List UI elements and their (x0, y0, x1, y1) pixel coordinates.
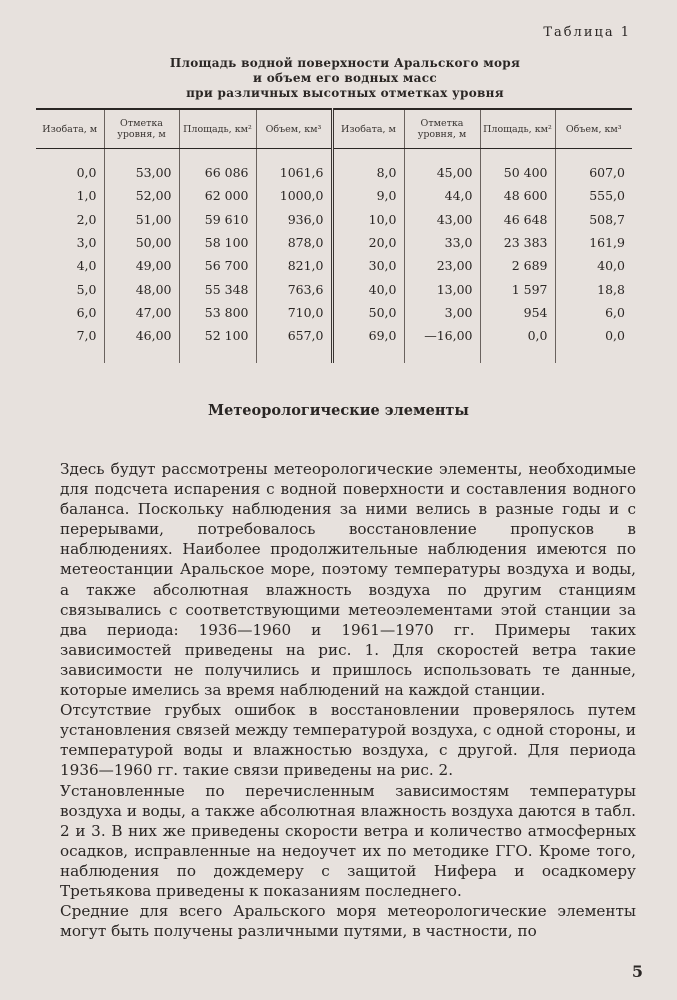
table-cell: 51,00 (104, 208, 179, 231)
table-cell: 56 700 (179, 254, 256, 277)
header-volume-2: Объем, км³ (555, 109, 632, 149)
table-cell: 954 (480, 301, 555, 324)
table-cell: 0,0 (76, 165, 97, 181)
table-cell: 1000,0 (256, 184, 332, 207)
table-cell: 53 800 (179, 301, 256, 324)
table-cell: 1061,6 (256, 149, 332, 185)
table-cell: 59 610 (179, 208, 256, 231)
paragraph-3: Установленные по перечисленным зависимостям температуры воздуха и воды, а также абсолютная влажность воздуха даются в табл. 2 и 3. В них же приведены скорости ветра и количество атмосферных осадков, исправленные на недоучет их по методике ГГО. Кроме того, наблюдения по дождемеру с защитой Нифера и осадкомеру Третьякова приведены к показаниям последнего. (60, 781, 636, 900)
table-cell: 10,0 (332, 208, 404, 231)
table-cell: 62 000 (179, 184, 256, 207)
table-cell: 50 400 (480, 149, 555, 185)
table-cell: 7,0 (76, 328, 97, 344)
table-cell: 66 086 (179, 149, 256, 185)
paragraph-4: Средние для всего Аральского моря метеорологические элементы могут быть получены различными путями, в частности, по (60, 902, 636, 941)
table-cell: 40,0 (555, 254, 632, 277)
table-cell: 23,00 (404, 254, 480, 277)
table-cell: 8,0 (332, 149, 404, 185)
header-area-2: Площадь, км² (480, 109, 555, 149)
header-isobath: Изобата, м (36, 109, 104, 149)
table-cell: 13,00 (404, 277, 480, 300)
table-cell: 50,0 (332, 301, 404, 324)
table-cell: 3,0 (76, 235, 97, 251)
table-row (36, 254, 632, 277)
table-cell: 46,00 (104, 324, 179, 363)
table-cell: 58 100 (179, 231, 256, 254)
table-cell: 49,00 (104, 254, 179, 277)
table-cell: 44,0 (404, 184, 480, 207)
table-cell: 508,7 (555, 208, 632, 231)
caption-line-2: и объем его водных масс (253, 71, 437, 85)
table-row (36, 324, 632, 363)
table-header-row (36, 109, 632, 149)
paragraph-2: Отсутствие грубых ошибок в восстановлении проверялось путем установления связей между температурой воздуха, с одной стороны, и температурой воды и влажностью воздуха, с другой. Для периода 1936—1960 гг. такие связи приведены на рис. 2. (60, 701, 636, 780)
table-cell: 1 597 (480, 277, 555, 300)
header-level-mark-2: Отметка уровня, м (404, 109, 480, 149)
table-cell: 763,6 (256, 277, 332, 300)
table-cell: 5,0 (76, 281, 97, 297)
table-cell: 45,00 (404, 149, 480, 185)
table-cell: 48 600 (480, 184, 555, 207)
table-cell: 6,0 (76, 304, 97, 320)
paragraph-1: Здесь будут рассмотрены метеорологические элементы, необходимые для подсчета испарения с водной поверхности и составления водного баланса. Поскольку наблюдения за ними велись в разные годы и с перерывами, потребовалось восстановление пропусков в наблюдениях. Наиболее продолжительные наблюдения имеются по метеостанции Аральское море, поэтому температуры воздуха и воды, а также абсолютная влажность воздуха по другим станциям связывались с соответствующими метеоэлементами этой станции за два периода: 1936—1960 и 1961—1970 гг. Примеры таких зависимостей приведены на рис. 1. Для скоростей ветра такие зависимости не получились и пришлось использовать те данные, которые имелись за время наблюдений на каждой станции. (60, 460, 636, 700)
caption-line-3: при различных высотных отметках уровня (186, 86, 504, 100)
header-level-mark: Отметка уровня, м (104, 109, 179, 149)
table-cell: 50,00 (104, 231, 179, 254)
table-cell: 9,0 (332, 184, 404, 207)
table-cell: 657,0 (256, 324, 332, 363)
table-cell: 33,0 (404, 231, 480, 254)
table-cell: 0,0 (480, 324, 555, 363)
table-row (36, 184, 632, 207)
table-cell: 52 100 (179, 324, 256, 363)
table-cell: 0,0 (555, 324, 632, 363)
header-area: Площадь, км² (179, 109, 256, 149)
table-cell: 55 348 (179, 277, 256, 300)
table-cell: 1,0 (76, 188, 97, 204)
table-cell: 3,00 (404, 301, 480, 324)
table-row (36, 208, 632, 231)
table-cell: 2,0 (76, 211, 97, 227)
table-number-label: Таблица 1 (543, 25, 631, 40)
table-cell: 69,0 (332, 324, 404, 363)
table-caption (140, 56, 550, 101)
table-cell: 23 383 (480, 231, 555, 254)
header-volume: Объем, км³ (256, 109, 332, 149)
table-row (36, 149, 632, 185)
table-cell: 40,0 (332, 277, 404, 300)
area-volume-table (36, 108, 632, 363)
table-row (36, 301, 632, 324)
table-cell: 52,00 (104, 184, 179, 207)
table-cell: 20,0 (332, 231, 404, 254)
header-isobath-2: Изобата, м (332, 109, 404, 149)
table-cell: 161,9 (555, 231, 632, 254)
table-cell: 710,0 (256, 301, 332, 324)
table-cell: 2 689 (480, 254, 555, 277)
table-cell: 4,0 (76, 258, 97, 274)
section-heading: Метеорологические элементы (208, 402, 469, 419)
table-cell: 6,0 (555, 301, 632, 324)
table-cell: 30,0 (332, 254, 404, 277)
body-text (60, 459, 636, 941)
table-cell: 46 648 (480, 208, 555, 231)
table-cell: 53,00 (104, 149, 179, 185)
table-cell: 607,0 (555, 149, 632, 185)
table-cell: 43,00 (404, 208, 480, 231)
table-cell: 18,8 (555, 277, 632, 300)
table-cell: 48,00 (104, 277, 179, 300)
table-cell: 936,0 (256, 208, 332, 231)
table-cell: 821,0 (256, 254, 332, 277)
table-row (36, 231, 632, 254)
page-number: 5 (631, 962, 643, 981)
table-cell: —16,00 (404, 324, 480, 363)
table-cell: 555,0 (555, 184, 632, 207)
table-row (36, 277, 632, 300)
caption-line-1: Площадь водной поверхности Аральского моря (169, 56, 521, 70)
table-cell: 47,00 (104, 301, 179, 324)
table-cell: 878,0 (256, 231, 332, 254)
